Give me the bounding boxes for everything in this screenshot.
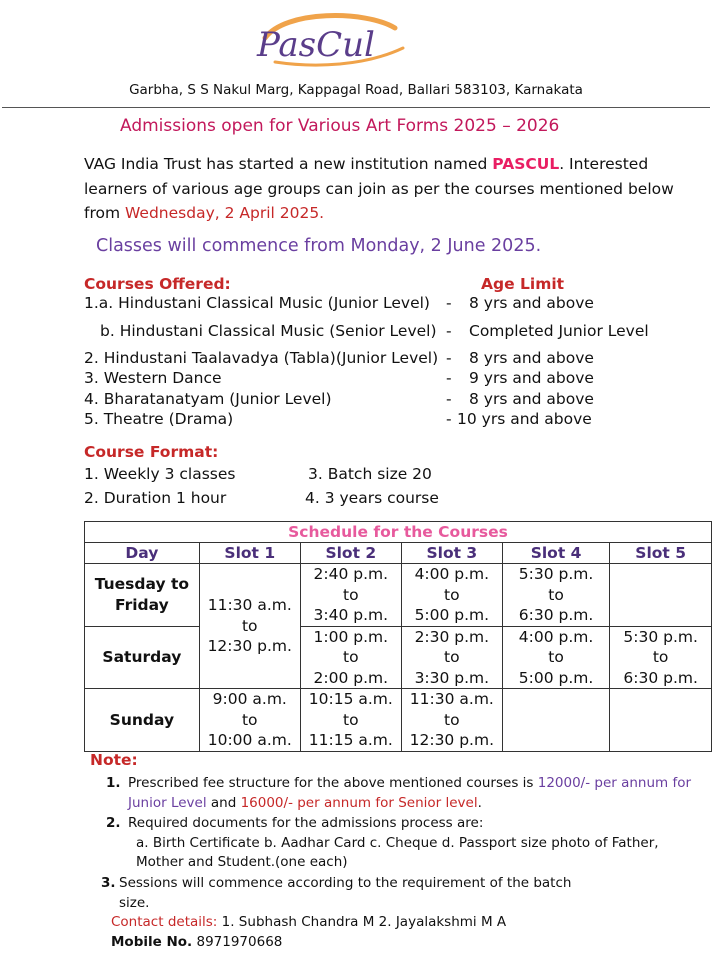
column-header: Slot 2 bbox=[300, 543, 401, 564]
contact-details: Contact details: 1. Subhash Chandra M 2. Jayalakshmi M A bbox=[111, 914, 507, 930]
note-1-line-1: Prescribed fee structure for the above mentioned courses is 12000/- per annum for bbox=[128, 775, 692, 791]
table-row bbox=[85, 626, 712, 689]
slot-cell: 1:00 p.m. to 2:00 p.m. bbox=[300, 626, 401, 689]
note-3-line-2: size. bbox=[119, 895, 150, 911]
day-cell: Tuesday to Friday bbox=[85, 564, 200, 627]
column-header: Slot 1 bbox=[199, 543, 300, 564]
course-age: 8 yrs and above bbox=[469, 349, 594, 367]
course-dash: - bbox=[446, 369, 452, 387]
intro-text-2: . Interested learners of various age groups can join as per the courses mentioned below from bbox=[84, 155, 674, 222]
schedule-caption: Schedule for the Courses bbox=[85, 522, 712, 543]
course-name: 1.a. Hindustani Classical Music (Junior Level) bbox=[84, 294, 430, 312]
course-name: 5. Theatre (Drama) bbox=[84, 410, 234, 428]
note-2-line-1: Required documents for the admissions process are: bbox=[128, 815, 484, 831]
slot-cell-empty bbox=[502, 689, 609, 752]
page-title: Admissions open for Various Art Forms 2025 – 2026 bbox=[120, 116, 560, 136]
mobile-number: Mobile No. 8971970668 bbox=[111, 934, 283, 950]
course-format-heading: Course Format: bbox=[84, 443, 219, 461]
table-row bbox=[85, 564, 712, 627]
slot-cell: 5:30 p.m. to 6:30 p.m. bbox=[610, 626, 712, 689]
slot-cell: 4:00 p.m. to 5:00 p.m. bbox=[502, 626, 609, 689]
course-dash: - bbox=[446, 349, 452, 367]
course-name: b. Hindustani Classical Music (Senior Level) bbox=[100, 322, 437, 340]
note-3-line-1: Sessions will commence according to the requirement of the batch bbox=[119, 875, 572, 891]
course-age: 9 yrs and above bbox=[469, 369, 594, 387]
course-dash: - bbox=[446, 322, 452, 340]
note-number: 3. bbox=[101, 875, 116, 891]
column-header: Day bbox=[85, 543, 200, 564]
course-name: 3. Western Dance bbox=[84, 369, 222, 387]
slot-cell: 9:00 a.m. to 10:00 a.m. bbox=[199, 689, 300, 752]
institution-name: PASCUL bbox=[492, 155, 560, 173]
course-age: Completed Junior Level bbox=[469, 322, 649, 340]
note-number: 1. bbox=[106, 775, 121, 791]
column-header: Slot 3 bbox=[401, 543, 502, 564]
slot-cell: 11:30 a.m. to 12:30 p.m. bbox=[401, 689, 502, 752]
schedule-table bbox=[84, 521, 712, 752]
svg-text:PasCul: PasCul bbox=[257, 25, 375, 65]
slot-cell-empty bbox=[610, 564, 712, 627]
course-name: 2. Hindustani Taalavadya (Tabla)(Junior Level) bbox=[84, 349, 439, 367]
pascul-logo bbox=[245, 8, 415, 72]
intro-text-1: VAG India Trust has started a new institution named bbox=[84, 155, 493, 173]
divider bbox=[2, 107, 710, 108]
slot-cell: 5:30 p.m. to 6:30 p.m. bbox=[502, 564, 609, 627]
course-dash: - bbox=[446, 410, 452, 428]
slot-cell: 2:40 p.m. to 3:40 p.m. bbox=[300, 564, 401, 627]
slot-cell: 11:30 a.m. to 12:30 p.m. bbox=[199, 564, 300, 689]
table-row bbox=[85, 689, 712, 752]
course-name: 4. Bharatanatyam (Junior Level) bbox=[84, 390, 332, 408]
format-item: 4. 3 years course bbox=[305, 489, 439, 507]
course-age: 10 yrs and above bbox=[457, 410, 592, 428]
note-heading: Note: bbox=[90, 751, 138, 769]
intro-paragraph bbox=[84, 152, 684, 226]
age-limit-heading: Age Limit bbox=[481, 275, 565, 293]
slot-cell: 2:30 p.m. to 3:30 p.m. bbox=[401, 626, 502, 689]
column-header: Slot 5 bbox=[610, 543, 712, 564]
note-1-line-2: Junior Level and 16000/- per annum for Senior level. bbox=[128, 795, 482, 811]
course-dash: - bbox=[446, 390, 452, 408]
note-2-line-2: a. Birth Certificate b. Aadhar Card c. Cheque d. Passport size photo of Father, bbox=[136, 835, 659, 851]
slot-cell: 10:15 a.m. to 11:15 a.m. bbox=[300, 689, 401, 752]
note-2-line-3: Mother and Student.(one each) bbox=[136, 854, 348, 870]
course-age: 8 yrs and above bbox=[469, 390, 594, 408]
format-item: 1. Weekly 3 classes bbox=[84, 465, 236, 483]
slot-cell-empty bbox=[610, 689, 712, 752]
format-item: 3. Batch size 20 bbox=[308, 465, 432, 483]
column-header: Slot 4 bbox=[502, 543, 609, 564]
note-number: 2. bbox=[106, 815, 121, 831]
day-cell: Saturday bbox=[85, 626, 200, 689]
commence-notice: Classes will commence from Monday, 2 June 2025. bbox=[96, 236, 542, 256]
address: Garbha, S S Nakul Marg, Kappagal Road, Ballari 583103, Karnakata bbox=[129, 82, 583, 98]
format-item: 2. Duration 1 hour bbox=[84, 489, 227, 507]
intro-date: Wednesday, 2 April 2025. bbox=[125, 204, 325, 222]
courses-heading: Courses Offered: bbox=[84, 275, 231, 293]
day-cell: Sunday bbox=[85, 689, 200, 752]
course-age: 8 yrs and above bbox=[469, 294, 594, 312]
course-dash: - bbox=[446, 294, 452, 312]
slot-cell: 4:00 p.m. to 5:00 p.m. bbox=[401, 564, 502, 627]
